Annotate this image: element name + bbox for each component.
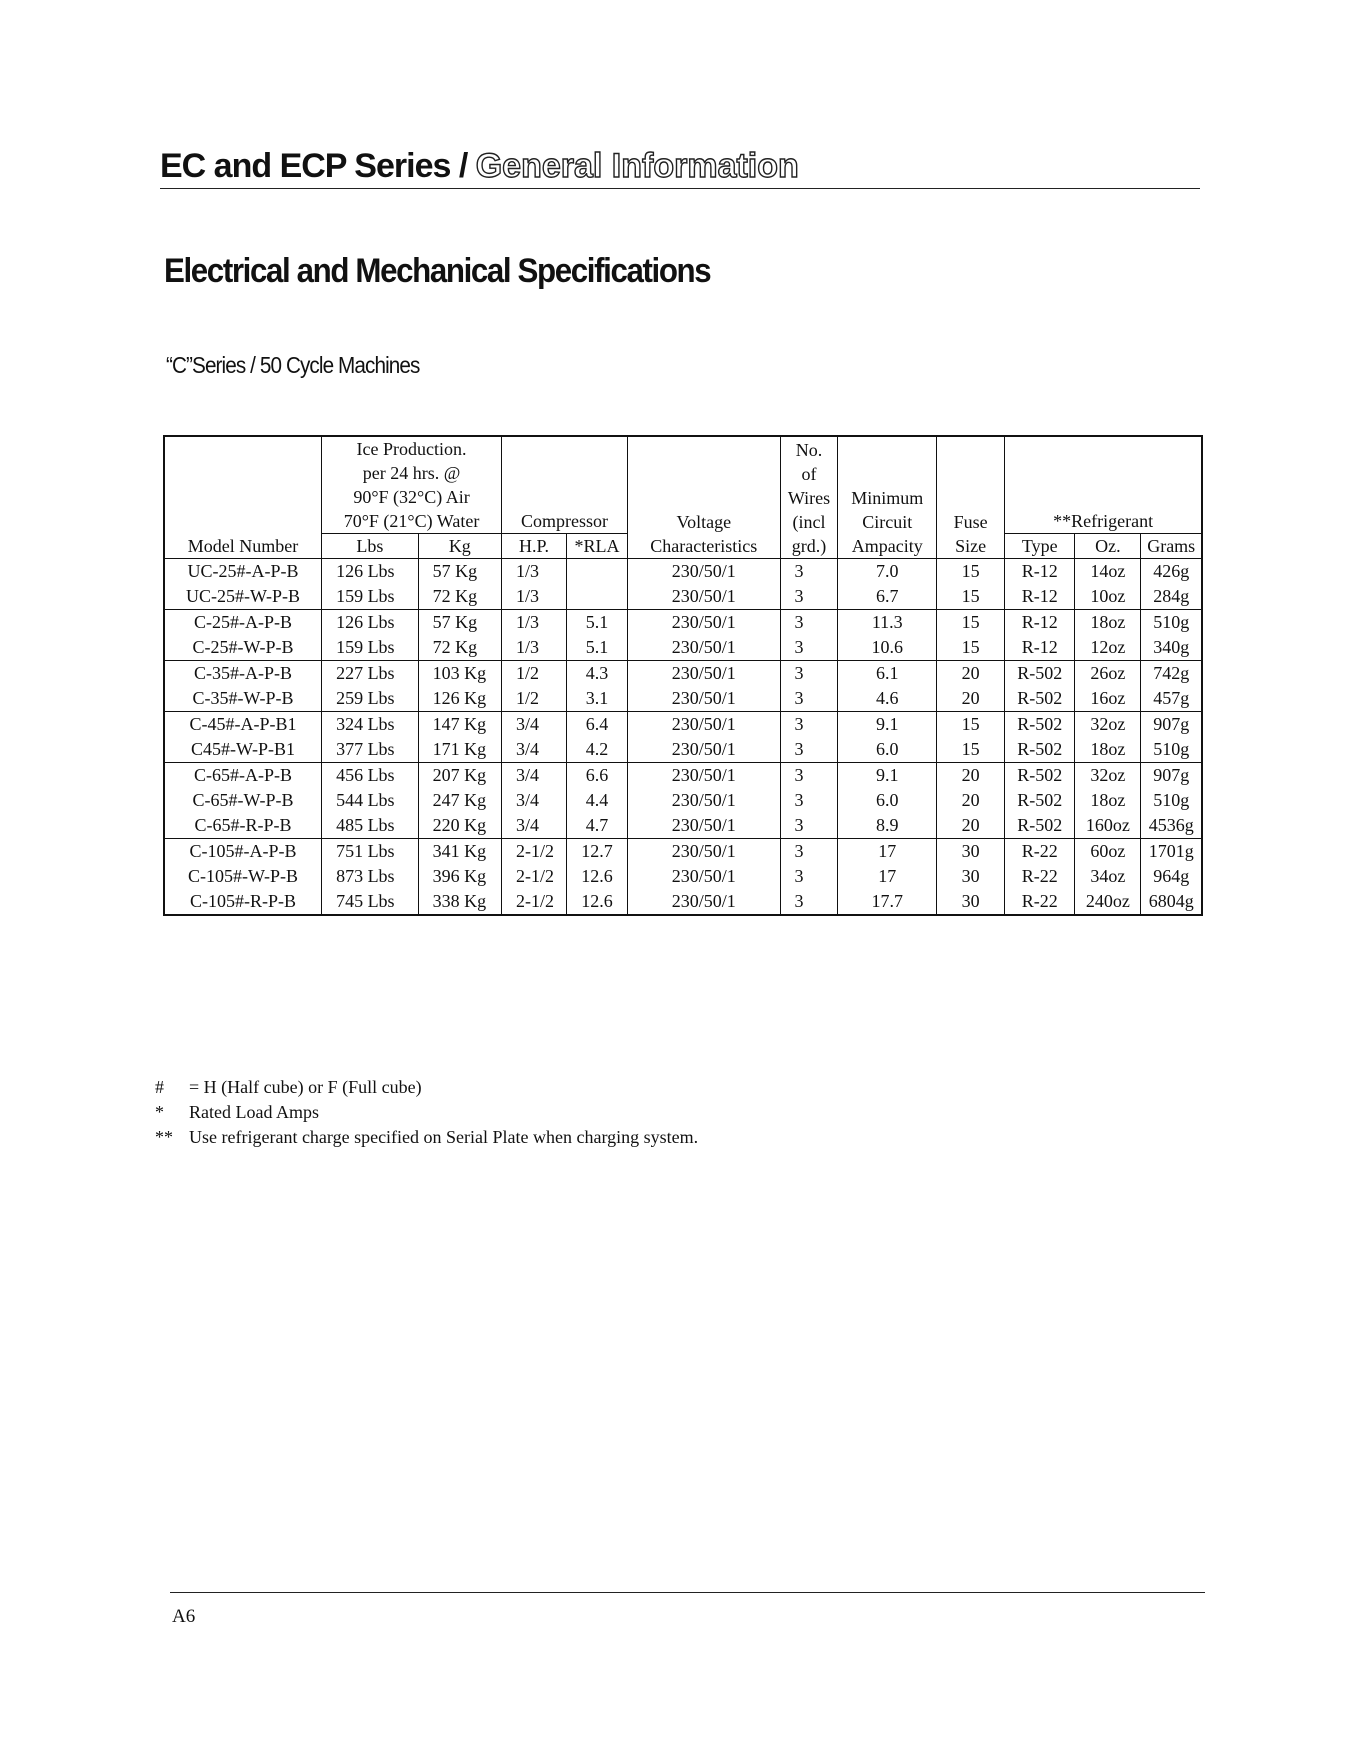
table-cell-value: 230/50/1 [671, 663, 736, 683]
table-cell-value: 126 Lbs [336, 612, 395, 632]
table-row-group [164, 610, 1202, 661]
table-cell-value: 11.3 [871, 612, 903, 632]
rla-cell [567, 559, 628, 610]
table-cell-value: 7.0 [876, 561, 899, 581]
table-cell-value [567, 584, 627, 609]
table-cell-value: 745 Lbs [336, 891, 395, 911]
table-cell-value: 1/3 [516, 637, 540, 657]
table-cell-value: 457g [1153, 688, 1190, 708]
model-cell [164, 661, 322, 712]
table-cell-value: 147 Kg [432, 714, 487, 734]
ampacity-header [838, 436, 937, 534]
rla-cell [567, 712, 628, 763]
table-cell-value: 340g [1153, 637, 1190, 657]
table-cell-value: 230/50/1 [671, 866, 736, 886]
table-cell-value: 4536g [1148, 815, 1194, 835]
grams-cell [1141, 559, 1202, 610]
footnote-symbol: # [155, 1077, 164, 1097]
table-cell-value: 259 Lbs [336, 688, 395, 708]
table-cell-value: 6.6 [585, 765, 609, 785]
table-cell-value: 17.7 [871, 891, 904, 911]
footnote-text: = H (Half cube) or F (Full cube) [189, 1077, 422, 1097]
ampacity-cell [838, 763, 937, 839]
table-cell-value: 3/4 [516, 714, 540, 734]
voltage-header-line: Voltage [676, 511, 732, 532]
ice-production-header [322, 436, 502, 534]
grams-cell [1141, 661, 1202, 712]
table-cell-value: 3/4 [516, 739, 540, 759]
wires-cell [780, 712, 838, 763]
table-cell-value: 3 [794, 765, 804, 785]
table-cell-value: C-65#-W-P-B [192, 790, 294, 810]
voltage-cell [628, 763, 780, 839]
hp-cell [502, 763, 567, 839]
subheader-row [164, 534, 1202, 559]
model-cell [164, 763, 322, 839]
table-cell-value: 6.7 [876, 586, 899, 606]
hp-cell [502, 712, 567, 763]
hp-cell [502, 661, 567, 712]
oz-cell [1075, 661, 1141, 712]
table-cell-value: 230/50/1 [671, 739, 736, 759]
table-cell-value: 20 [961, 688, 980, 708]
table-cell-value: 9.1 [876, 765, 899, 785]
lbs-cell [322, 712, 419, 763]
table-cell-value: 4.2 [585, 739, 609, 759]
wires-header-line: No. [795, 439, 823, 460]
wires-cell [780, 661, 838, 712]
section-header [160, 146, 1200, 189]
table-cell-value: 126 Lbs [336, 561, 395, 581]
table-row-group [164, 712, 1202, 763]
table-cell-value: 1/3 [516, 612, 540, 632]
table-cell-value: 15 [961, 714, 980, 734]
table-cell-value: C-25#-A-P-B [194, 612, 293, 632]
table-row-group [164, 559, 1202, 610]
fuse-cell [937, 610, 1005, 661]
table-cell-value: 510g [1153, 612, 1190, 632]
footnotes [155, 1075, 698, 1150]
table-cell-value: 18oz [1090, 790, 1126, 810]
table-cell-value: 742g [1153, 663, 1190, 683]
table-cell-value: 3 [794, 815, 804, 835]
wires-header [780, 436, 838, 534]
footnote [155, 1100, 698, 1125]
table-cell-value: 230/50/1 [671, 891, 736, 911]
table-cell-value: R-502 [1017, 663, 1063, 683]
table-cell-value: UC-25#-W-P-B [186, 586, 301, 606]
table-cell-value: 396 Kg [432, 866, 487, 886]
model-cell [164, 559, 322, 610]
fuse-cell [937, 559, 1005, 610]
table-cell-value: R-502 [1017, 739, 1063, 759]
voltage-header-2: Characteristics [628, 534, 780, 559]
table-cell-value: 9.1 [876, 714, 899, 734]
table-cell-value: 6.0 [876, 790, 899, 810]
table-cell-value: 10oz [1090, 586, 1126, 606]
table-cell-value: 26oz [1090, 663, 1126, 683]
hp-cell [502, 610, 567, 661]
table-cell-value: R-502 [1017, 714, 1063, 734]
grams-cell [1141, 763, 1202, 839]
fuse-cell [937, 763, 1005, 839]
rla-cell [567, 839, 628, 916]
table-cell-value: 247 Kg [432, 790, 487, 810]
table-cell-value: 230/50/1 [671, 765, 736, 785]
table-cell-value: 20 [961, 663, 980, 683]
table-cell-value: 18oz [1090, 739, 1126, 759]
table-cell-value: 16oz [1090, 688, 1126, 708]
table-cell-value: 220 Kg [432, 815, 487, 835]
oz-header: Oz. [1075, 534, 1141, 559]
table-cell-value: 907g [1153, 714, 1190, 734]
table-cell-value: 30 [961, 866, 980, 886]
table-cell-value: 230/50/1 [671, 586, 736, 606]
table-row-group [164, 763, 1202, 839]
kg-cell [418, 610, 501, 661]
rla-header: *RLA [567, 534, 628, 559]
header-prefix: EC and ECP Series / [160, 147, 476, 185]
table-cell-value: 15 [961, 586, 980, 606]
kg-cell [418, 839, 501, 916]
voltage-cell [628, 559, 780, 610]
ampacity-cell [838, 610, 937, 661]
table-cell-value: 6804g [1148, 891, 1194, 911]
hp-cell [502, 559, 567, 610]
footnote [155, 1075, 698, 1100]
table-cell-value: C-35#-W-P-B [192, 688, 294, 708]
page-subtitle: “C”Series / 50 Cycle Machines [166, 352, 420, 378]
table-cell-value: 57 Kg [432, 561, 478, 581]
table-cell-value: C-105#-A-P-B [189, 841, 297, 861]
table-cell-value: 6.0 [876, 739, 899, 759]
table-cell-value: 12.7 [581, 841, 613, 861]
fuse-cell [937, 661, 1005, 712]
lbs-header: Lbs [322, 534, 419, 559]
table-cell-value: 3/4 [516, 815, 540, 835]
table-cell-value: 12.6 [581, 891, 613, 911]
table-cell-value: 15 [961, 561, 980, 581]
footnote-text: Use refrigerant charge specified on Serial Plate when charging system. [189, 1127, 699, 1147]
lbs-cell [322, 763, 419, 839]
table-cell-value: R-22 [1021, 891, 1058, 911]
table-cell-value: 4.3 [585, 663, 609, 683]
table-cell-value: 159 Lbs [336, 586, 395, 606]
grams-cell [1141, 839, 1202, 916]
oz-cell [1075, 763, 1141, 839]
table-cell-value: 751 Lbs [336, 841, 395, 861]
oz-cell [1075, 712, 1141, 763]
table-cell-value: C-105#-R-P-B [190, 891, 297, 911]
grams-cell [1141, 712, 1202, 763]
table-cell-value: R-502 [1017, 688, 1063, 708]
fuse-header [937, 436, 1005, 534]
refrigerant-type-cell [1005, 839, 1075, 916]
refrigerant-type-cell [1005, 559, 1075, 610]
refrigerant-type-cell [1005, 712, 1075, 763]
table-cell-value: 12oz [1090, 637, 1126, 657]
table-cell-value: C-35#-A-P-B [194, 663, 293, 683]
table-cell-value: R-12 [1021, 561, 1058, 581]
table-cell-value: 32oz [1090, 714, 1126, 734]
table-cell-value: 3 [794, 612, 804, 632]
table-cell-value: C-105#-W-P-B [188, 866, 299, 886]
table-cell-value: 3 [794, 586, 804, 606]
ampacity-cell [838, 839, 937, 916]
table-cell-value: 284g [1153, 586, 1190, 606]
table-cell-value: 2-1/2 [516, 891, 554, 911]
ampacity-cell [838, 712, 937, 763]
table-cell-value: R-22 [1021, 841, 1058, 861]
table-cell-value: 15 [961, 612, 980, 632]
table-cell-value: 12.6 [581, 866, 613, 886]
wires-header-2: grd.) [780, 534, 838, 559]
ice-header-line: per 24 hrs. @ [362, 463, 461, 483]
table-cell-value: 30 [961, 891, 980, 911]
table-cell-value: 2-1/2 [516, 841, 554, 861]
table-cell-value: 230/50/1 [671, 637, 736, 657]
table-cell-value: 72 Kg [432, 586, 478, 606]
table-cell-value: 377 Lbs [336, 739, 395, 759]
table-cell-value: 227 Lbs [336, 663, 395, 683]
table-cell-value: 1701g [1148, 841, 1194, 861]
ampacity-header-2: Ampacity [838, 534, 937, 559]
refrigerant-header: **Refrigerant [1005, 436, 1202, 534]
wires-cell [780, 559, 838, 610]
table-cell-value: 324 Lbs [336, 714, 395, 734]
table-cell-value: 1/2 [516, 663, 540, 683]
voltage-header [628, 436, 780, 534]
model-cell [164, 712, 322, 763]
table-cell-value: 3 [794, 891, 804, 911]
grams-cell [1141, 610, 1202, 661]
table-cell-value: 3 [794, 841, 804, 861]
refrigerant-type-cell [1005, 610, 1075, 661]
fuse-cell [937, 712, 1005, 763]
table-cell-value: 6.1 [876, 663, 899, 683]
table-cell-value: 30 [961, 841, 980, 861]
rla-cell [567, 763, 628, 839]
table-cell-value: 171 Kg [432, 739, 487, 759]
table-cell-value: 230/50/1 [671, 714, 736, 734]
table-row-group [164, 661, 1202, 712]
table-cell-value: 8.9 [876, 815, 899, 835]
hp-cell [502, 839, 567, 916]
lbs-cell [322, 661, 419, 712]
oz-cell [1075, 559, 1141, 610]
table-cell-value: 510g [1153, 790, 1190, 810]
table-cell-value: C-65#-R-P-B [194, 815, 292, 835]
table-cell-value: 20 [961, 815, 980, 835]
ampacity-cell [838, 559, 937, 610]
table-cell-value: 230/50/1 [671, 841, 736, 861]
table-cell-value: 6.4 [585, 714, 609, 734]
table-cell-value: 10.6 [871, 637, 904, 657]
table-cell-value: 5.1 [585, 637, 609, 657]
refrigerant-type-cell [1005, 763, 1075, 839]
table-cell-value: R-502 [1017, 815, 1063, 835]
table-cell-value: C-25#-W-P-B [192, 637, 294, 657]
table-cell-value: 17 [878, 866, 897, 886]
kg-header: Kg [418, 534, 501, 559]
table-cell-value: C-65#-A-P-B [194, 765, 293, 785]
lbs-cell [322, 610, 419, 661]
hp-header: H.P. [502, 534, 567, 559]
table-cell-value: 3 [794, 663, 804, 683]
table-cell-value: 873 Lbs [336, 866, 395, 886]
table-cell-value: 18oz [1090, 612, 1126, 632]
voltage-cell [628, 839, 780, 916]
table-cell-value: R-12 [1021, 612, 1058, 632]
ice-header-line: 90°F (32°C) Air [353, 487, 470, 507]
table-cell-value: 34oz [1090, 866, 1126, 886]
wires-header-line: Wires [787, 487, 831, 508]
table-cell-value: 3/4 [516, 765, 540, 785]
table-row-group [164, 839, 1202, 916]
table-cell-value: 230/50/1 [671, 561, 736, 581]
kg-cell [418, 712, 501, 763]
grams-header: Grams [1141, 534, 1202, 559]
voltage-cell [628, 610, 780, 661]
page-title: Electrical and Mechanical Specifications [164, 252, 711, 290]
table-cell-value: 230/50/1 [671, 612, 736, 632]
table-cell-value: 126 Kg [432, 688, 487, 708]
footnote-text: Rated Load Amps [189, 1102, 319, 1122]
table-cell-value: 103 Kg [432, 663, 487, 683]
voltage-cell [628, 661, 780, 712]
table-cell-value [567, 559, 627, 584]
table-cell-value: R-502 [1017, 790, 1063, 810]
table-cell-value: 20 [961, 765, 980, 785]
footnote [155, 1125, 698, 1150]
rla-cell [567, 610, 628, 661]
table-cell-value: 456 Lbs [336, 765, 395, 785]
wires-header-line: of [801, 463, 817, 484]
table-cell-value: R-12 [1021, 637, 1058, 657]
footnote-symbol: ** [155, 1127, 173, 1147]
wires-cell [780, 763, 838, 839]
table-cell-value: 907g [1153, 765, 1190, 785]
table-cell-value: 32oz [1090, 765, 1126, 785]
table-cell-value: 544 Lbs [336, 790, 395, 810]
table-cell-value: 159 Lbs [336, 637, 395, 657]
fuse-header-line: Fuse [953, 511, 988, 532]
table-cell-value: 3 [794, 714, 804, 734]
table-cell-value: UC-25#-A-P-B [187, 561, 299, 581]
ampacity-header-line: Circuit [862, 511, 913, 532]
table-cell-value: 338 Kg [432, 891, 487, 911]
ampacity-header-line: Minimum [851, 487, 924, 508]
table-cell-value: 160oz [1085, 815, 1130, 835]
model-cell [164, 839, 322, 916]
table-cell-value: 17 [878, 841, 897, 861]
table-cell-value: 4.7 [585, 815, 609, 835]
table-cell-value: 3 [794, 790, 804, 810]
oz-cell [1075, 839, 1141, 916]
header-highlight: General Information [475, 147, 799, 185]
kg-cell [418, 661, 501, 712]
table-cell-value: 3 [794, 739, 804, 759]
model-number-header: Model Number [164, 534, 322, 559]
table-cell-value: 1/2 [516, 688, 540, 708]
table-cell-value: R-12 [1021, 586, 1058, 606]
table-cell-value: 230/50/1 [671, 688, 736, 708]
table-cell-value: 240oz [1085, 891, 1130, 911]
oz-cell [1075, 610, 1141, 661]
table-cell-value: 230/50/1 [671, 815, 736, 835]
wires-header-line: (incl [792, 511, 826, 532]
footnote-symbol: * [155, 1102, 164, 1122]
spec-table-body [164, 559, 1202, 916]
table-cell-value: 341 Kg [432, 841, 487, 861]
table-cell-value: 1/3 [516, 561, 540, 581]
ice-header-line: Ice Production. [356, 439, 467, 459]
compressor-header: Compressor [502, 436, 628, 534]
page-number: A6 [172, 1606, 196, 1627]
table-cell-value: 3 [794, 561, 804, 581]
table-cell-value: R-22 [1021, 866, 1058, 886]
table-cell-value: 426g [1153, 561, 1190, 581]
lbs-cell [322, 559, 419, 610]
table-cell-value: 14oz [1090, 561, 1126, 581]
ampacity-cell [838, 661, 937, 712]
fuse-cell [937, 839, 1005, 916]
table-cell-value: 3 [794, 866, 804, 886]
model-cell [164, 610, 322, 661]
wires-cell [780, 839, 838, 916]
table-cell-value: C45#-W-P-B1 [191, 739, 296, 759]
table-cell-value: 485 Lbs [336, 815, 395, 835]
kg-cell [418, 559, 501, 610]
table-cell-value: 5.1 [585, 612, 609, 632]
table-cell-value: 4.4 [585, 790, 609, 810]
lbs-cell [322, 839, 419, 916]
rla-cell [567, 661, 628, 712]
spec-table [163, 435, 1203, 916]
type-header: Type [1005, 534, 1075, 559]
table-cell-value: 2-1/2 [516, 866, 554, 886]
table-cell-value: 1/3 [516, 586, 540, 606]
table-cell-value: 3.1 [585, 688, 609, 708]
table-cell-value: 3/4 [516, 790, 540, 810]
footer-divider [170, 1592, 1205, 1593]
table-cell-value: 60oz [1090, 841, 1126, 861]
table-cell-value: 15 [961, 739, 980, 759]
table-cell-value: R-502 [1017, 765, 1063, 785]
table-cell-value: 230/50/1 [671, 790, 736, 810]
ice-header-line: 70°F (21°C) Water [343, 511, 480, 531]
table-cell-value: 15 [961, 637, 980, 657]
table-cell-value: 3 [794, 688, 804, 708]
table-cell-value: 510g [1153, 739, 1190, 759]
refrigerant-type-cell [1005, 661, 1075, 712]
table-cell-value: C-45#-A-P-B1 [189, 714, 297, 734]
kg-cell [418, 763, 501, 839]
voltage-cell [628, 712, 780, 763]
table-cell-value: 20 [961, 790, 980, 810]
table-cell-value: 207 Kg [432, 765, 487, 785]
table-cell-value: 57 Kg [432, 612, 478, 632]
header-row [164, 436, 1202, 534]
wires-cell [780, 610, 838, 661]
fuse-header-2: Size [937, 534, 1005, 559]
table-cell-value: 72 Kg [432, 637, 478, 657]
table-cell-value: 964g [1153, 866, 1190, 886]
table-cell-value: 4.6 [876, 688, 899, 708]
table-cell-value: 3 [794, 637, 804, 657]
